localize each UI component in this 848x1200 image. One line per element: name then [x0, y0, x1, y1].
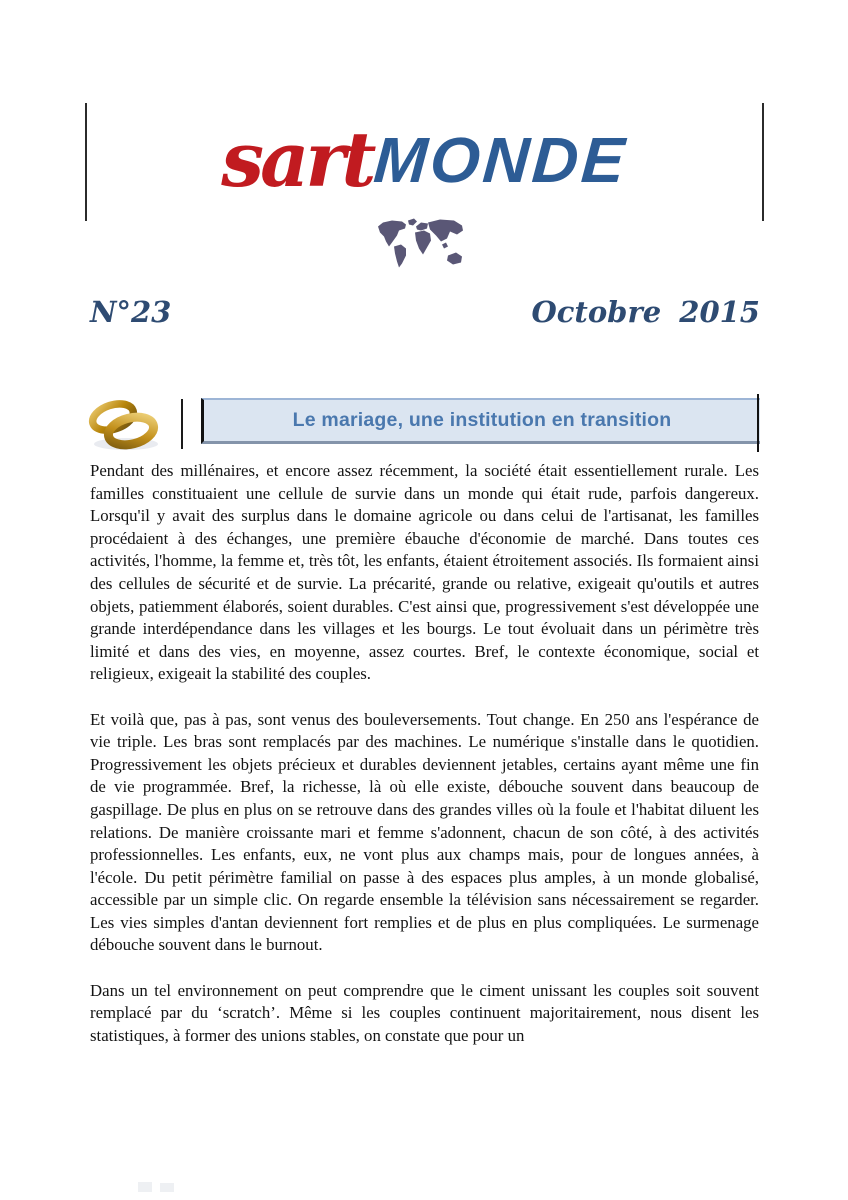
issue-row [90, 295, 760, 329]
page-bottom-artifact [138, 1182, 152, 1192]
article-title-bar [201, 398, 760, 444]
article-body [90, 460, 759, 1070]
wedding-rings-icon [86, 398, 162, 452]
issue-date: Octobre 2015 [531, 295, 760, 329]
paragraph-2: Et voilà que, pas à pas, sont venus des bouleversements. Tout change. En 250 ans l'espérance de vie triple. Les bras sont remplacés par des machines. Le numérique s'installe dans le quotidien. Progressivement les objets précieux et durables deviennent jetables, certains ayant même une fin de vie programmée. Bref, la richesse, là où elle existe, débouche souvent dans beaucoup de gaspillage. De plus en plus on se retrouve dans des grandes villes où la foule et l'habitat diluent les relations. De manière croissante mari et femme s'adonnent, chacun de son côté, à des activités professionnelles. Les enfants, eux, ne vont plus aux champs mais, pour de longues années, à l'école. Du petit périmètre familial on passe à des espaces plus amples, à un monde globalisé, accessible par un simple clic. On regarde ensemble la télévision sans nécessairement se regarder. Les vies simples d'antan deviennent fort remplies et de plus en plus compliquées. Le surmenage débouche souvent dans le burnout. [90, 709, 759, 955]
paragraph-1: Pendant des millénaires, et encore assez récemment, la société était essentiellement rurale. Les familles constituaient une cellule de survie dans un monde qui était rude, parfois dangereux. Lorsqu'il y avait des surplus dans le domaine agricole ou dans celui de l'artisanat, les familles procédaient à des échanges, une première ébauche d'économie de marché. Dans toutes ces activités, l'homme, la femme et, très tôt, les enfants, étaient étroitement associés. Ils formaient ainsi des cellules de sécurité et de survie. La précarité, grande ou relative, exigeait qu'outils et autres objets, patiemment élaborés, soient durables. C'est ainsi que, progressivement s'est développée une grande interdépendance dans les villages et les bourgs. Le tout évoluait dans un périmètre très limité et dans des vies, en moyenne, assez courtes. Bref, le contexte économique, social et religieux, exigeait la stabilité des couples. [90, 461, 759, 684]
world-map-icon [372, 217, 468, 274]
masthead-right-rule [762, 103, 764, 221]
paragraph-3: Dans un tel environnement on peut comprendre que le ciment unissant les couples soit souvent remplacé par du ‘scratch’. Même si les couples continuent majoritairement, nous disent les statistiques, à former des unions stables, on constate que pour un [90, 980, 759, 1045]
article-title: Le mariage, une institution en transition [292, 409, 672, 431]
brand-name-blue: MONDE [371, 124, 631, 196]
issue-number: N°23 [90, 295, 172, 329]
title-bar-right-line [757, 394, 759, 452]
brand-name-red: sart [221, 115, 373, 204]
page-bottom-artifact [160, 1183, 174, 1192]
masthead [87, 104, 762, 216]
header-divider-line [181, 399, 183, 449]
